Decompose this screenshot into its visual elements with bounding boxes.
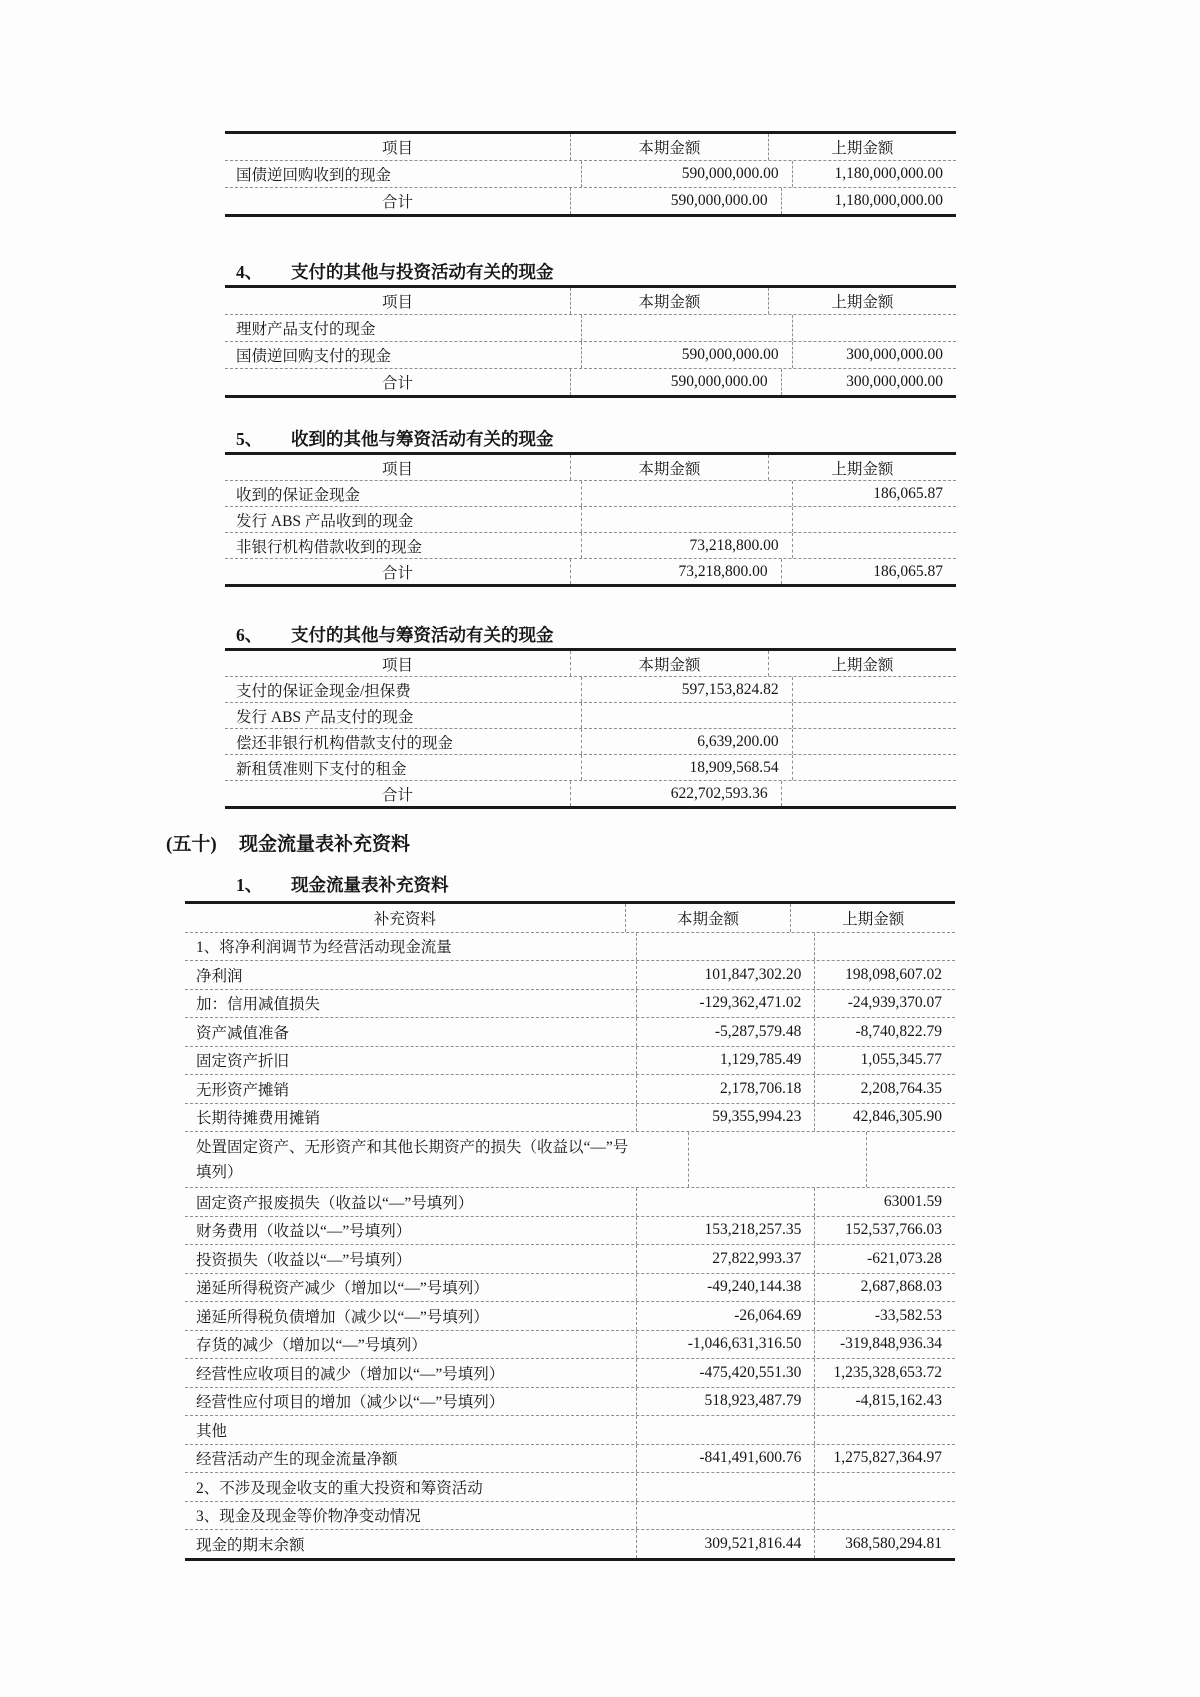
row-label: 合计 (382, 786, 414, 804)
table-total-row (225, 188, 956, 214)
section-heading-5 (236, 426, 554, 451)
section-title: 支付的其他与投资活动有关的现金 (291, 262, 554, 282)
column-header-current-amount: 本期金额 (570, 455, 768, 480)
current-amount: 1,129,785.49 (636, 1047, 815, 1075)
column-header-item: 项目 (382, 656, 414, 674)
table-total-row (225, 781, 956, 806)
current-amount: 597,153,824.82 (581, 677, 792, 702)
prior-amount: 198,098,607.02 (814, 961, 955, 989)
section-heading-4 (236, 259, 554, 284)
current-amount: 27,822,993.37 (636, 1245, 815, 1273)
table-row (185, 990, 955, 1019)
prior-amount: 2,687,868.03 (814, 1274, 955, 1302)
table-row (185, 1217, 955, 1246)
section-heading-50-1 (236, 872, 449, 897)
prior-amount (792, 729, 956, 754)
current-amount (581, 481, 792, 506)
current-amount (636, 1416, 815, 1444)
current-amount: 153,218,257.35 (636, 1217, 815, 1245)
prior-amount (814, 1502, 955, 1530)
row-label: 合计 (382, 564, 414, 582)
row-label: 理财产品支付的现金 (236, 321, 376, 338)
prior-amount (792, 533, 956, 558)
prior-amount: 42,846,305.90 (814, 1104, 955, 1132)
current-amount: 590,000,000.00 (581, 161, 792, 187)
column-header-prior-amount: 上期金额 (768, 134, 956, 160)
table-row (185, 1047, 955, 1076)
row-label: 经营性应收项目的减少（增加以“—”号填列） (196, 1365, 505, 1383)
current-amount (636, 1188, 815, 1216)
prior-amount (792, 677, 956, 702)
prior-amount: 2,208,764.35 (814, 1075, 955, 1103)
table-other-cash-paid-investing (225, 285, 956, 398)
section-title: 现金流量表补充资料 (239, 834, 411, 855)
row-label: 非银行机构借款收到的现金 (236, 538, 423, 556)
table-row (225, 533, 956, 559)
section-title: 现金流量表补充资料 (291, 875, 449, 895)
current-amount (581, 703, 792, 728)
current-amount: 622,702,593.36 (570, 781, 781, 806)
section-heading-6 (236, 622, 554, 647)
current-amount: 73,218,800.00 (581, 533, 792, 558)
current-amount: 590,000,000.00 (581, 342, 792, 368)
table-row (185, 933, 955, 962)
column-header-item: 补充资料 (373, 910, 436, 928)
column-header-item: 项目 (382, 140, 414, 157)
table-treasury-reverse-repo (225, 131, 956, 217)
section-title: 收到的其他与筹资活动有关的现金 (291, 429, 554, 449)
row-label: 递延所得税负债增加（减少以“—”号填列） (196, 1308, 489, 1326)
prior-amount: 300,000,000.00 (792, 342, 956, 368)
table-row (185, 961, 955, 990)
prior-amount: -8,740,822.79 (814, 1018, 955, 1046)
section-title: 支付的其他与筹资活动有关的现金 (291, 625, 554, 645)
row-label: 支付的保证金现金/担保费 (236, 682, 411, 700)
table-row (185, 1473, 955, 1502)
prior-amount: 1,275,827,364.97 (814, 1445, 955, 1473)
row-label: 无形资产摊销 (196, 1081, 290, 1099)
table-total-row (225, 559, 956, 584)
current-amount: -26,064.69 (636, 1302, 815, 1330)
row-label: 合计 (382, 194, 414, 211)
prior-amount (792, 703, 956, 728)
section-number: (五十) (166, 834, 217, 855)
current-amount (636, 1502, 815, 1530)
table-row (185, 1104, 955, 1133)
current-amount: 18,909,568.54 (581, 755, 792, 780)
prior-amount: -4,815,162.43 (814, 1388, 955, 1416)
prior-amount: 1,235,328,653.72 (814, 1359, 955, 1387)
prior-amount: -24,939,370.07 (814, 990, 955, 1018)
table-row (225, 342, 956, 369)
row-label: 发行 ABS 产品收到的现金 (236, 512, 414, 530)
table-other-cash-paid-financing (225, 648, 956, 809)
prior-amount (814, 933, 955, 961)
table-row (185, 1018, 955, 1047)
table-row (225, 755, 956, 781)
row-label: 固定资产报废损失（收益以“—”号填列） (196, 1194, 474, 1212)
table-row (185, 1302, 955, 1331)
prior-amount: 186,065.87 (781, 559, 956, 584)
prior-amount: 152,537,766.03 (814, 1217, 955, 1245)
row-label: 新租赁准则下支付的租金 (236, 760, 407, 778)
table-row (225, 481, 956, 507)
prior-amount: -319,848,936.34 (814, 1331, 955, 1359)
row-label: 经营活动产生的现金流量净额 (196, 1451, 398, 1469)
current-amount: 73,218,800.00 (570, 559, 781, 584)
table-row (185, 1188, 955, 1217)
table-row (185, 1331, 955, 1360)
row-label: 国债逆回购收到的现金 (236, 167, 392, 184)
table-row (225, 703, 956, 729)
prior-amount: 1,180,000,000.00 (781, 188, 956, 214)
table-row (185, 1359, 955, 1388)
column-header-item: 项目 (382, 294, 414, 311)
table-header-row (225, 455, 956, 481)
prior-amount: 1,055,345.77 (814, 1047, 955, 1075)
prior-amount (814, 1473, 955, 1501)
column-header-item: 项目 (382, 460, 414, 478)
prior-amount (792, 507, 956, 532)
row-label: 递延所得税资产减少（增加以“—”号填列） (196, 1280, 489, 1298)
current-amount (688, 1132, 867, 1187)
row-label: 财务费用（收益以“—”号填列） (196, 1223, 412, 1241)
row-label: 固定资产折旧 (196, 1053, 290, 1071)
table-row (225, 161, 956, 188)
current-amount: -475,420,551.30 (636, 1359, 815, 1387)
current-amount: 2,178,706.18 (636, 1075, 815, 1103)
current-amount: 518,923,487.79 (636, 1388, 815, 1416)
prior-amount: -621,073.28 (814, 1245, 955, 1273)
table-row (185, 1388, 955, 1417)
table-row (185, 1132, 955, 1188)
prior-amount: 1,180,000,000.00 (792, 161, 956, 187)
prior-amount: 368,580,294.81 (814, 1530, 955, 1558)
section-number: 1、 (236, 875, 263, 895)
table-row (185, 1502, 955, 1531)
current-amount: -841,491,600.76 (636, 1445, 815, 1473)
current-amount: 309,521,816.44 (636, 1530, 815, 1558)
prior-amount: -33,582.53 (814, 1302, 955, 1330)
row-label: 1、将净利润调节为经营活动现金流量 (196, 939, 452, 957)
section-number: 5、 (236, 429, 263, 449)
column-header-current-amount: 本期金额 (570, 651, 768, 676)
row-label: 偿还非银行机构借款支付的现金 (236, 734, 454, 752)
table-total-row (225, 369, 956, 395)
current-amount: -1,046,631,316.50 (636, 1331, 815, 1359)
current-amount (636, 933, 815, 961)
row-label: 经营性应付项目的增加（减少以“—”号填列） (196, 1394, 505, 1412)
current-amount: -129,362,471.02 (636, 990, 815, 1018)
row-label: 处置固定资产、无形资产和其他长期资产的损失（收益以“—”号填列） (196, 1138, 629, 1181)
row-label: 存货的减少（增加以“—”号填列） (196, 1337, 427, 1355)
prior-amount: 63001.59 (814, 1188, 955, 1216)
column-header-current-amount: 本期金额 (570, 288, 768, 314)
prior-amount: 186,065.87 (792, 481, 956, 506)
current-amount: 6,639,200.00 (581, 729, 792, 754)
table-header-row (225, 134, 956, 161)
row-label: 2、不涉及现金收支的重大投资和筹资活动 (196, 1479, 483, 1497)
prior-amount (792, 315, 956, 341)
table-row (185, 1245, 955, 1274)
table-row (225, 315, 956, 342)
table-row (185, 1445, 955, 1474)
prior-amount (866, 1132, 955, 1187)
current-amount (636, 1473, 815, 1501)
current-amount: 590,000,000.00 (570, 369, 781, 395)
row-label: 加：信用减值损失 (196, 996, 321, 1014)
row-label: 发行 ABS 产品支付的现金 (236, 708, 414, 726)
current-amount: 101,847,302.20 (636, 961, 815, 989)
column-header-prior-amount: 上期金额 (790, 904, 955, 932)
table-row (225, 677, 956, 703)
column-header-current-amount: 本期金额 (625, 904, 791, 932)
row-label: 国债逆回购支付的现金 (236, 348, 392, 365)
table-header-row (225, 651, 956, 677)
table-header-row (185, 904, 955, 933)
prior-amount (781, 781, 956, 806)
prior-amount: 300,000,000.00 (781, 369, 956, 395)
row-label: 收到的保证金现金 (236, 486, 361, 504)
row-label: 投资损失（收益以“—”号填列） (196, 1251, 412, 1269)
table-row (225, 507, 956, 533)
row-label: 长期待摊费用摊销 (196, 1110, 321, 1128)
table-row (225, 729, 956, 755)
table-row (185, 1075, 955, 1104)
table-header-row (225, 288, 956, 315)
column-header-prior-amount: 上期金额 (768, 651, 956, 676)
row-label: 资产减值准备 (196, 1024, 290, 1042)
column-header-current-amount: 本期金额 (570, 134, 768, 160)
row-label: 其他 (196, 1422, 228, 1440)
section-heading-50 (166, 829, 410, 856)
row-label: 合计 (382, 375, 414, 392)
current-amount (581, 315, 792, 341)
current-amount (581, 507, 792, 532)
column-header-prior-amount: 上期金额 (768, 288, 956, 314)
column-header-prior-amount: 上期金额 (768, 455, 956, 480)
table-other-cash-received-financing (225, 452, 956, 587)
current-amount: -49,240,144.38 (636, 1274, 815, 1302)
current-amount: 59,355,994.23 (636, 1104, 815, 1132)
table-row (185, 1274, 955, 1303)
section-number: 6、 (236, 625, 263, 645)
current-amount: 590,000,000.00 (570, 188, 781, 214)
prior-amount (814, 1416, 955, 1444)
section-number: 4、 (236, 262, 263, 282)
table-row (185, 1530, 955, 1558)
row-label: 现金的期末余额 (196, 1536, 305, 1554)
row-label: 3、现金及现金等价物净变动情况 (196, 1508, 421, 1526)
table-cash-flow-supplement (185, 901, 955, 1561)
table-row (185, 1416, 955, 1445)
current-amount: -5,287,579.48 (636, 1018, 815, 1046)
prior-amount (792, 755, 956, 780)
row-label: 净利润 (196, 967, 243, 985)
